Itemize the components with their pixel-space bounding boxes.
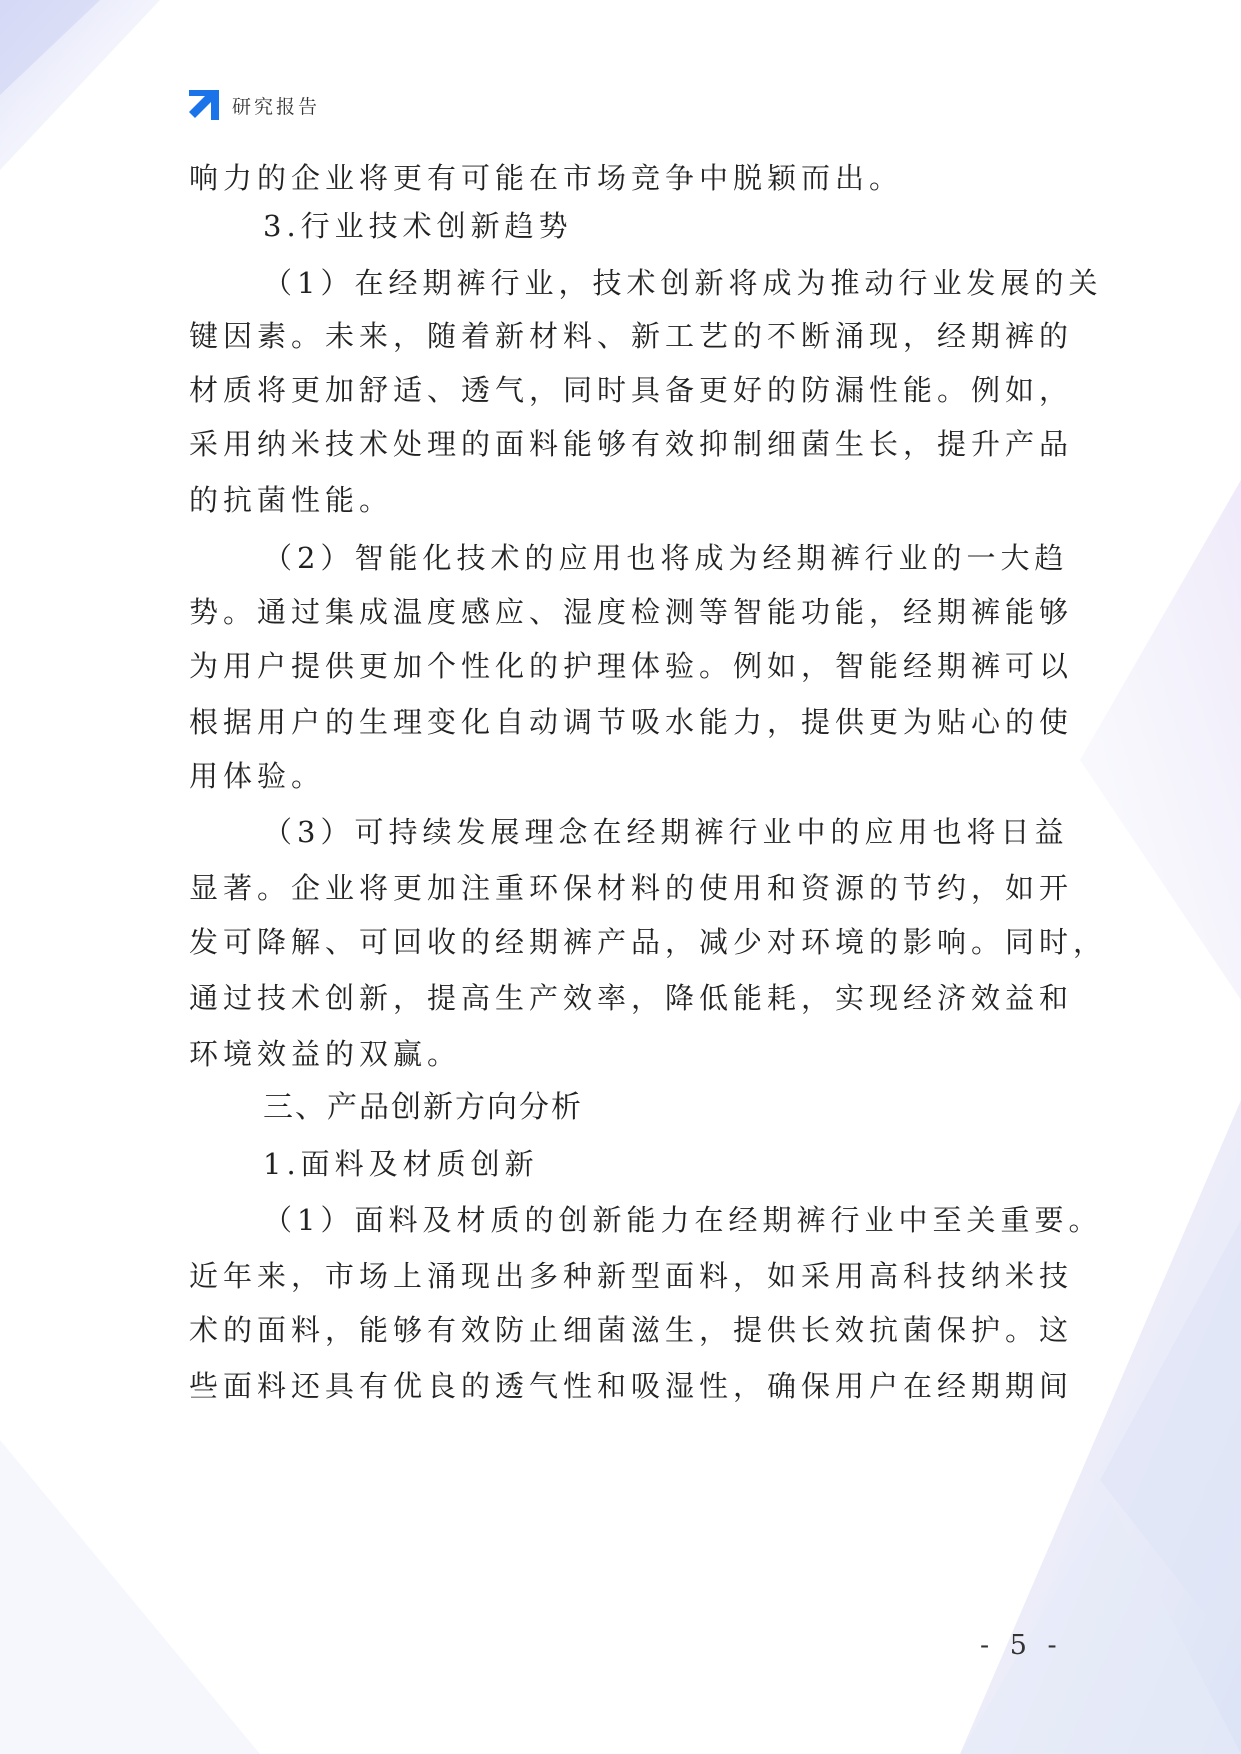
paragraph-line: （1）面料及材质的创新能力在经期裤行业中至关重要。 [263, 1203, 1103, 1237]
section-heading: 三、产品创新方向分析 [263, 1090, 583, 1125]
subsection-heading: 3.行业技术创新趋势 [263, 209, 573, 243]
paragraph-line: 为用户提供更加个性化的护理体验。例如，智能经期裤可以 [189, 649, 1074, 683]
paragraph-line: （2）智能化技术的应用也将成为经期裤行业的一大趋 [263, 541, 1069, 575]
paragraph-line: 通过技术创新，提高生产效率，降低能耗，实现经济效益和 [189, 981, 1074, 1015]
paragraph-line: 键因素。未来，随着新材料、新工艺的不断涌现，经期裤的 [189, 319, 1074, 353]
subsection-heading: 1.面料及材质创新 [263, 1147, 539, 1181]
paragraph-line: 的抗菌性能。 [189, 483, 394, 517]
paragraph-line: 响力的企业将更有可能在市场竞争中脱颖而出。 [189, 161, 904, 195]
header-title: 研究报告 [232, 96, 321, 118]
paragraph-line: 术的面料，能够有效防止细菌滋生，提供长效抗菌保护。这 [189, 1313, 1074, 1347]
paragraph-line: 近年来，市场上涌现出多种新型面料，如采用高科技纳米技 [189, 1259, 1074, 1293]
paragraph-line: 发可降解、可回收的经期裤产品，减少对环境的影响。同时， [189, 925, 1108, 959]
paragraph-line: 些面料还具有优良的透气性和吸湿性，确保用户在经期期间 [189, 1369, 1074, 1403]
paragraph-line: 材质将更加舒适、透气，同时具备更好的防漏性能。例如， [189, 373, 1074, 407]
paragraph-line: （3）可持续发展理念在经期裤行业中的应用也将日益 [263, 815, 1069, 849]
paragraph-line: 势。通过集成温度感应、湿度检测等智能功能，经期裤能够 [189, 595, 1074, 629]
paragraph-line: 显著。企业将更加注重环保材料的使用和资源的节约，如开 [189, 871, 1074, 905]
paragraph-line: 根据用户的生理变化自动调节吸水能力，提供更为贴心的使 [189, 705, 1074, 739]
paragraph-line: 采用纳米技术处理的面料能够有效抑制细菌生长，提升产品 [189, 427, 1074, 461]
arrow-up-right-icon [187, 88, 221, 122]
paragraph-line: （1）在经期裤行业，技术创新将成为推动行业发展的关 [263, 266, 1103, 300]
paragraph-line: 用体验。 [189, 759, 326, 793]
paragraph-line: 环境效益的双赢。 [189, 1037, 462, 1071]
page-number: - 5 - [980, 1630, 1063, 1661]
